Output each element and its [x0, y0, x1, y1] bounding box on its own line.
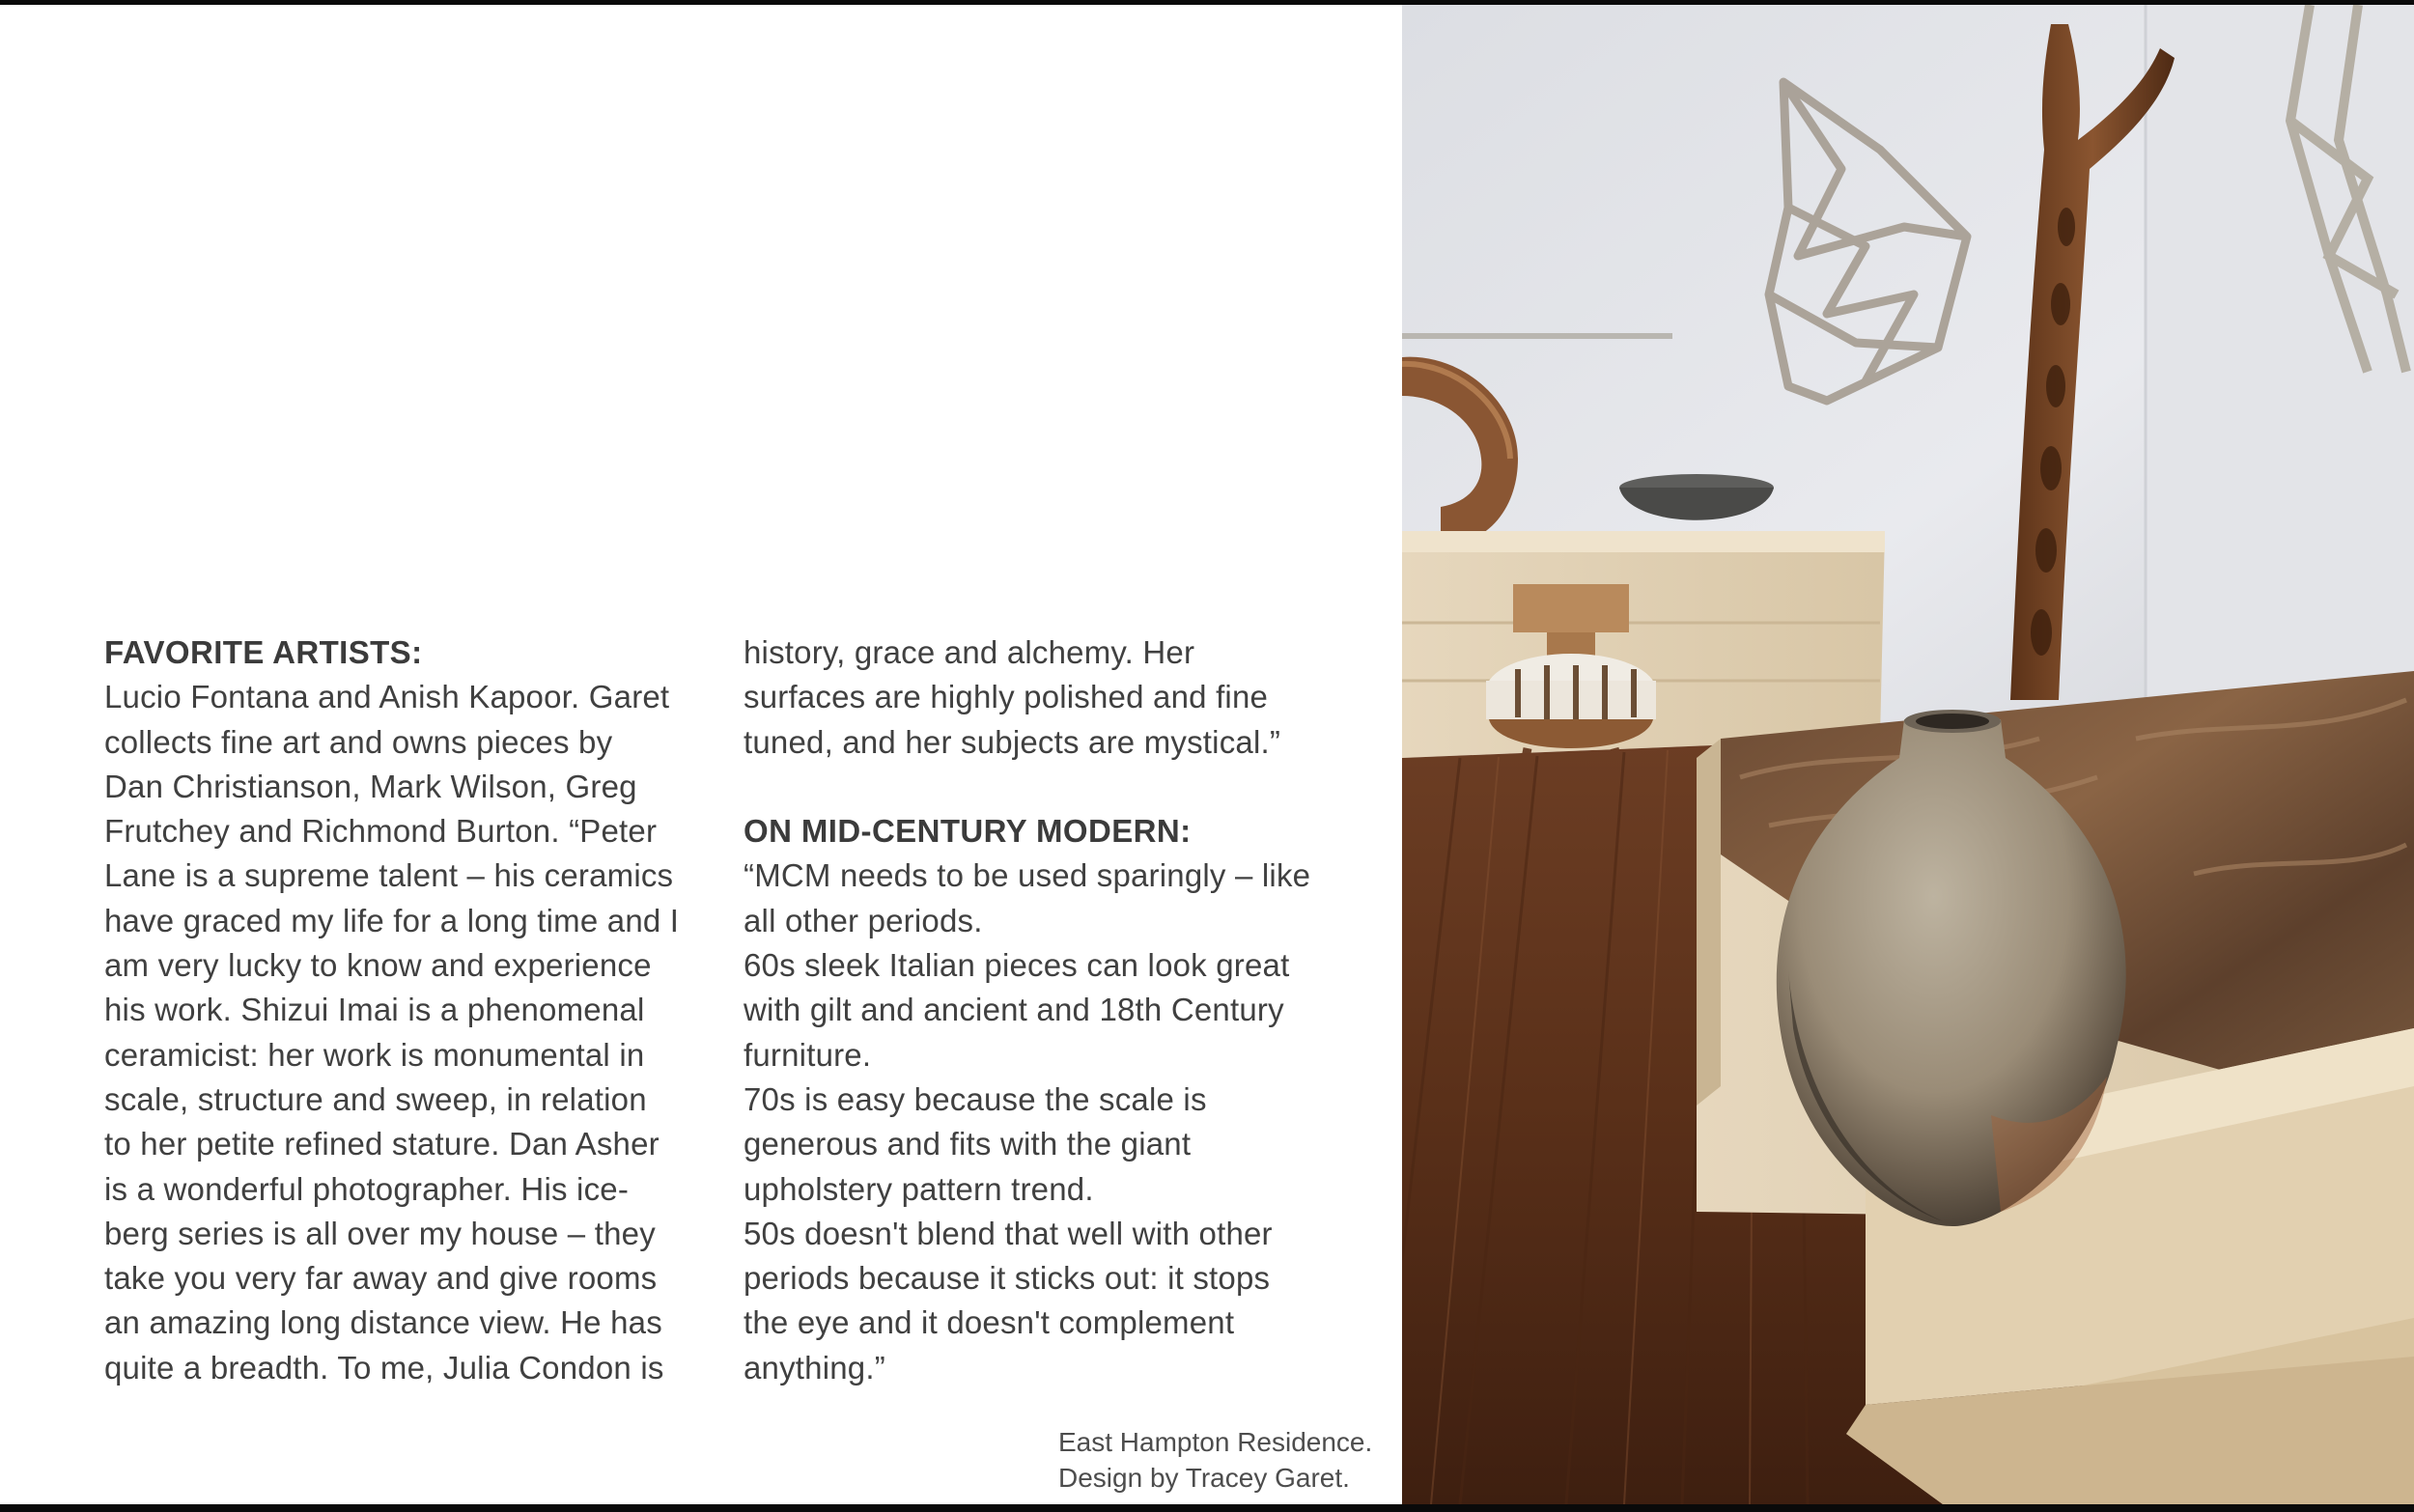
mid-century-heading: ON MID-CENTURY MODERN: [744, 813, 1192, 850]
body-line: ceramicist: her work is monumental in [104, 1036, 645, 1073]
caption-line-2: Design by Tracey Garet. [1058, 1463, 1350, 1493]
body-line: is a wonderful photographer. His ice- [104, 1170, 630, 1207]
photo-caption [1058, 1424, 1372, 1496]
body-line: with gilt and ancient and 18th Century [744, 992, 1284, 1028]
body-line: anything.” [744, 1349, 885, 1386]
body-line: collects fine art and owns pieces by [104, 723, 613, 760]
body-line: Lane is a supreme talent – his ceramics [104, 857, 674, 894]
body-line: upholstery pattern trend. [744, 1170, 1094, 1207]
caption-line-1: East Hampton Residence. [1058, 1427, 1373, 1457]
body-line: take you very far away and give rooms [104, 1260, 658, 1297]
body-line: surfaces are highly polished and fine [744, 679, 1269, 715]
paragraph-gap [744, 765, 1361, 809]
body-line: quite a breadth. To me, Julia Condon is [104, 1349, 664, 1386]
body-line: periods because it sticks out: it stops [744, 1260, 1271, 1297]
mid-century-column [744, 630, 1361, 1390]
body-line: generous and fits with the giant [744, 1126, 1192, 1162]
body-line: am very lucky to know and experience [104, 947, 652, 984]
body-line: history, grace and alchemy. Her [744, 634, 1195, 670]
body-line: Dan Christianson, Mark Wilson, Greg [104, 768, 637, 804]
body-line: Lucio Fontana and Anish Kapoor. Garet [104, 679, 670, 715]
body-line: furniture. [744, 1036, 872, 1073]
magazine-spread [0, 5, 2414, 1504]
favorite-artists-column [104, 630, 722, 1390]
body-line: his work. Shizui Imai is a phenomenal [104, 992, 645, 1028]
body-line: berg series is all over my house – they [104, 1215, 656, 1251]
body-line: 50s doesn't blend that well with other [744, 1215, 1273, 1251]
body-line: 60s sleek Italian pieces can look great [744, 947, 1290, 984]
body-line: have graced my life for a long time and I [104, 902, 680, 938]
body-line: to her petite refined stature. Dan Asher [104, 1126, 660, 1162]
body-line: the eye and it doesn't complement [744, 1304, 1235, 1341]
body-line: tuned, and her subjects are mystical.” [744, 723, 1281, 760]
body-line: “MCM needs to be used sparingly – like [744, 857, 1311, 894]
body-line: scale, structure and sweep, in relation [104, 1080, 647, 1117]
body-line: all other periods. [744, 902, 983, 938]
interior-photo [1402, 5, 2414, 1504]
body-line: Frutchey and Richmond Burton. “Peter [104, 813, 658, 850]
favorite-artists-heading: FAVORITE ARTISTS: [104, 634, 423, 670]
body-line: 70s is easy because the scale is [744, 1080, 1207, 1117]
body-line: an amazing long distance view. He has [104, 1304, 662, 1341]
